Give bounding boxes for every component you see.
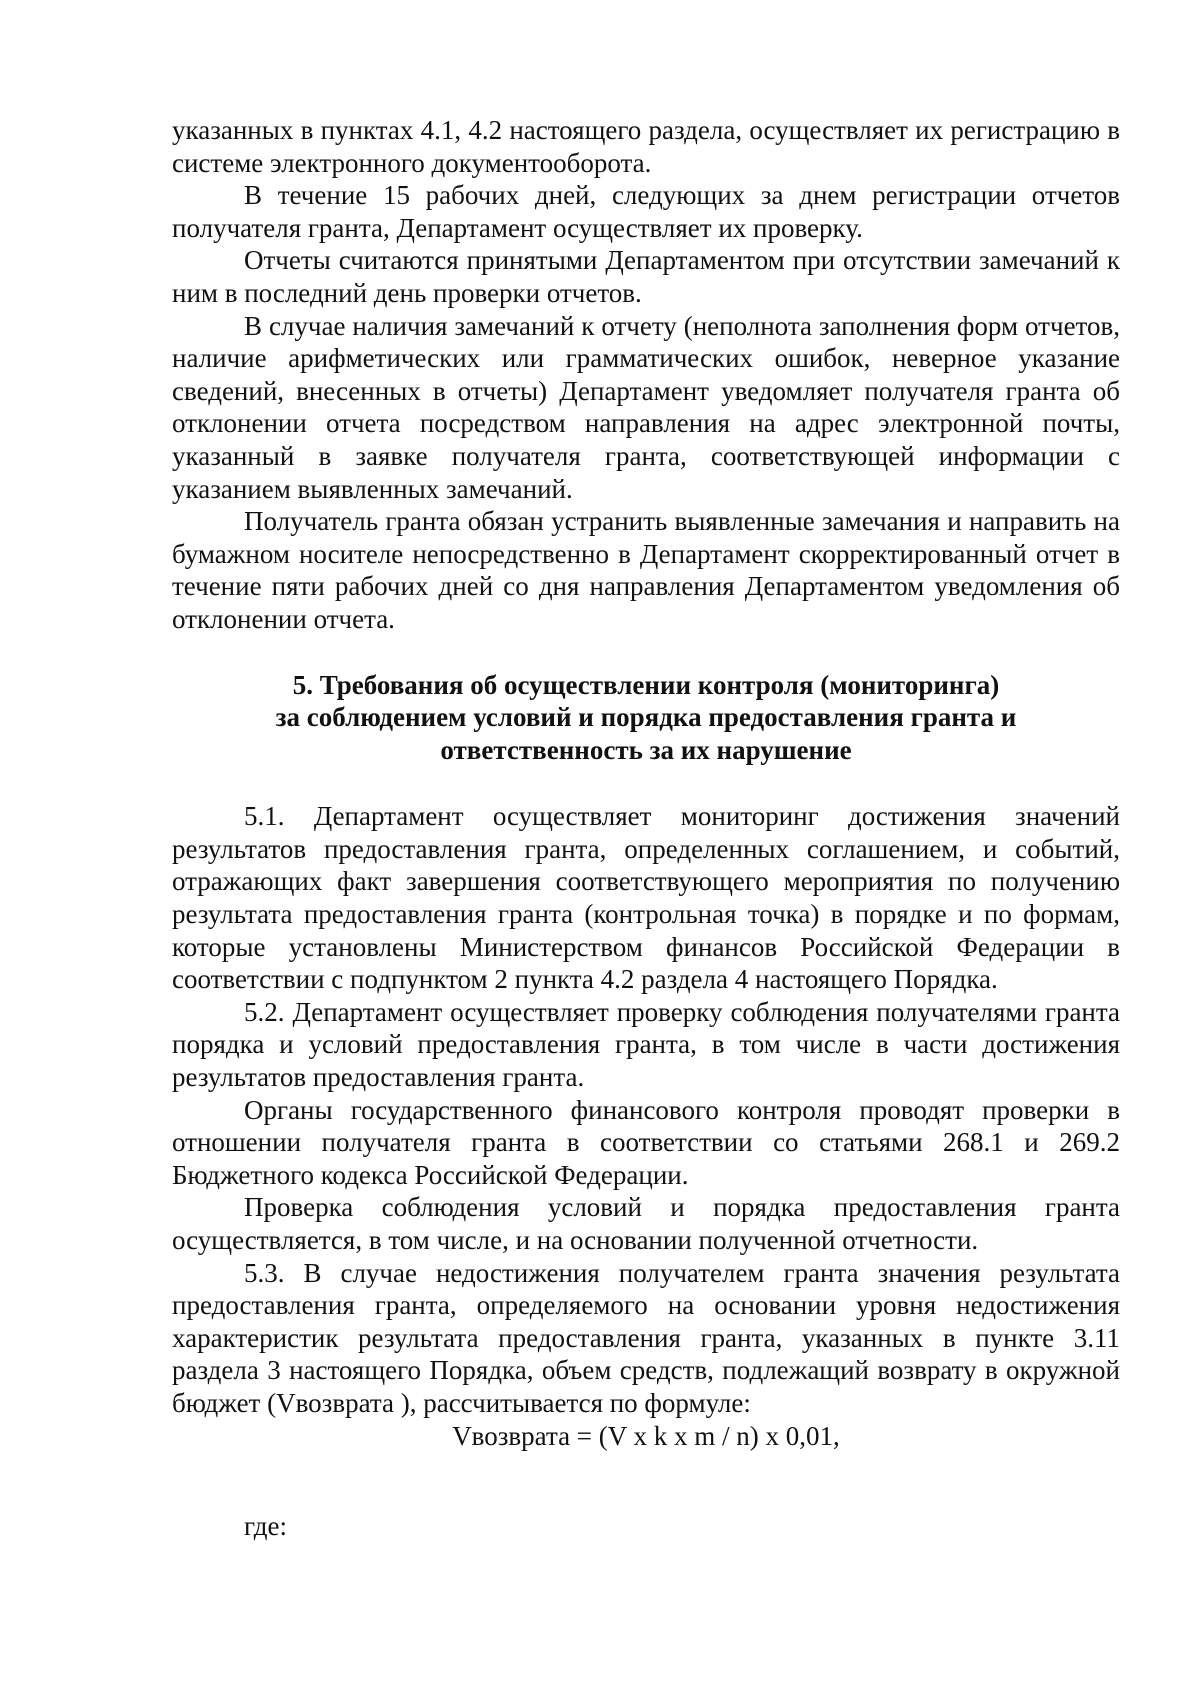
section-heading-line-2: за соблюдением условий и порядка предоставления гранта и [275,702,1017,733]
paragraph-remarks: В случае наличия замечаний к отчету (неполнота заполнения форм отчетов, наличие арифметических или грамматических ошибок, неверное указание сведений, внесенных в отчеты) Департамент уведомляет получателя гранта об отклонении отчета посредством направления на адрес электронной почты, указанный в заявке получателя гранта, соответствующей информации с указанием выявленных замечаний. [172,310,1120,504]
paragraph-compliance-check: Проверка соблюдения условий и порядка предоставления гранта осуществляется, в том числе, и на основании полученной отчетности. [172,1192,1120,1255]
refund-formula: Vвозврата = (V x k x m / n) x 0,01, [452,1420,840,1451]
section-5-heading [172,669,1120,767]
paragraph-5-1: 5.1. Департамент осуществляет мониторинг достижения значений результатов предоставления гранта, определенных соглашением, и событий, отражающих факт завершения соответствующего мероприятия по получению результата предоставления гранта (контрольная точка) в порядке и по формам, которые установлены Министерством финансов Российской Федерации в соответствии с подпунктом 2 пункта 4.2 раздела 4 настоящего Порядка. [172,801,1120,995]
where-label: где: [244,1511,287,1542]
document-page [172,114,1120,1543]
section-heading-line-3: ответственность за их нарушение [440,734,852,765]
paragraph-5-2: 5.2. Департамент осуществляет проверку соблюдения получателями гранта порядка и условий предоставления гранта, в том числе в части достижения результатов предоставления гранта. [172,996,1120,1093]
paragraph-reports-accepted: Отчеты считаются принятыми Департаментом при отсутствии замечаний к ним в последний день проверки отчетов. [172,245,1120,308]
section-heading-line-1: 5. Требования об осуществлении контроля (мониторинга) [292,669,1000,700]
paragraph-financial-control: Органы государственного финансового контроля проводят проверки в отношении получателя гранта в соответствии со статьями 268.1 и 269.2 Бюджетного кодекса Российской Федерации. [172,1094,1120,1190]
paragraph-registration: указанных в пунктах 4.1, 4.2 настоящего раздела, осуществляет их регистрацию в системе электронного документооборота. [172,115,1120,178]
paragraph-corrections: Получатель гранта обязан устранить выявленные замечания и направить на бумажном носителе непосредственно в Департамент скорректированный отчет в течение пяти рабочих дней со дня направления Департаментом уведомления об отклонении отчета. [172,506,1120,634]
paragraph-5-3: 5.3. В случае недостижения получателем гранта значения результата предоставления гранта, определяемого на основании уровня недостижения характеристик результата предоставления гранта, указанных в пункте 3.11 раздела 3 настоящего Порядка, объем средств, подлежащий возврату в окружной бюджет (Vвозврата ), рассчитывается по формуле: [172,1257,1120,1418]
paragraph-review-period: В течение 15 рабочих дней, следующих за днем регистрации отчетов получателя гранта, Департамент осуществляет их проверку. [172,180,1120,243]
